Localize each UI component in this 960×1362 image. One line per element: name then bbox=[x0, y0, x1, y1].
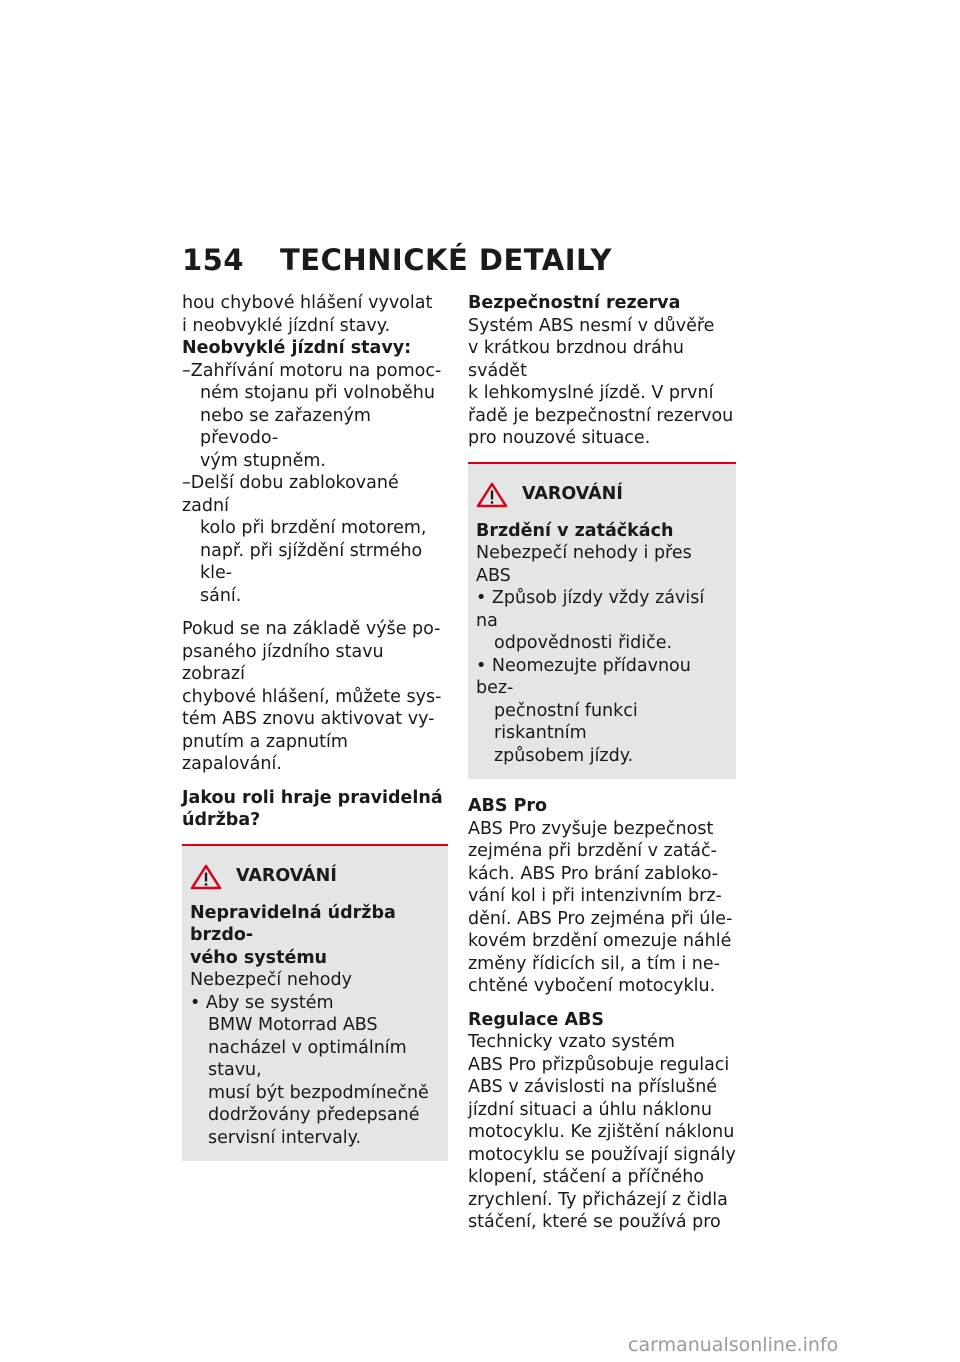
regulation-line: Technicky vzato systém bbox=[468, 1032, 675, 1052]
regulation-line: klopení, stáčení a příčného bbox=[468, 1167, 704, 1187]
dash-item bbox=[182, 360, 448, 473]
warning-triangle-icon bbox=[476, 482, 508, 508]
paragraph-line: Pokud se na základě výše po- bbox=[182, 619, 441, 639]
warning-label: VAROVÁNÍ bbox=[522, 484, 623, 505]
abs-pro-section bbox=[468, 795, 736, 998]
abs-pro-heading: ABS Pro bbox=[468, 796, 548, 816]
warning-bullet-line: • Neomezujte přídavnou bez- bbox=[476, 655, 691, 698]
dash-line: nebo se zařazeným převodo- bbox=[200, 405, 371, 448]
abs-pro-line: chtěné vybočení motocyklu. bbox=[468, 976, 716, 996]
warning-bullet-line: způsobem jízdy. bbox=[494, 745, 634, 766]
intro-line: hou chybové hlášení vyvolat bbox=[182, 293, 433, 313]
warning-danger: Nebezpečí nehody bbox=[190, 970, 352, 990]
paragraph-line: tém ABS znovu aktivovat vy- bbox=[182, 709, 435, 729]
reserve-line: řadě je bezpečnostní rezervou bbox=[468, 405, 734, 426]
regulation-section bbox=[468, 1009, 736, 1234]
paragraph-line: psaného jízdního stavu zobrazí bbox=[182, 641, 384, 684]
warning-heading: Nepravidelná údržba brzdo- bbox=[190, 902, 396, 945]
warning-bullet-line: dodržovány předepsané bbox=[208, 1105, 420, 1125]
warning-heading: vého systému bbox=[190, 947, 328, 968]
warning-bullet-line: musí být bezpodmínečně bbox=[208, 1082, 429, 1103]
regulation-heading: Regulace ABS bbox=[468, 1009, 604, 1030]
abs-pro-line: vání kol i při intenzivním brz- bbox=[468, 886, 722, 906]
warning-bullet-line: nacházel v optimálním stavu, bbox=[208, 1037, 407, 1080]
warning-box-cornering bbox=[468, 462, 736, 780]
paragraph-line: chybové hlášení, můžete sys- bbox=[182, 686, 442, 707]
dash-line: kolo při brzdění motorem, bbox=[200, 518, 427, 538]
watermark[interactable]: carmanualsonline.info bbox=[628, 1334, 839, 1356]
warning-bullet-line: servisní intervaly. bbox=[208, 1127, 362, 1148]
dash-line: např. při sjíždění strmého kle- bbox=[200, 540, 423, 583]
dash-line: ném stojanu při volnoběhu bbox=[200, 383, 435, 403]
regulation-line: motocyklu se používají signály bbox=[468, 1144, 736, 1165]
dash-line: –Delší dobu zablokované zadní bbox=[182, 473, 399, 516]
page-title: TECHNICKÉ DETAILY bbox=[280, 243, 612, 277]
warning-title bbox=[190, 864, 440, 890]
reserve-heading: Bezpečnostní rezerva bbox=[468, 293, 681, 313]
abs-pro-line: zejména při brzdění v zatáč- bbox=[468, 841, 717, 861]
reactivation-paragraph bbox=[182, 618, 448, 776]
paragraph-line: pnutím a zapnutím zapalování. bbox=[182, 731, 348, 774]
reserve-line: pro nouzové situace. bbox=[468, 428, 651, 448]
unusual-states-heading: Neobvyklé jízdní stavy: bbox=[182, 338, 412, 358]
dash-line: –Zahřívání motoru na pomoc- bbox=[182, 360, 442, 381]
dash-item bbox=[182, 472, 448, 607]
regulation-line: ABS v závislosti na příslušné bbox=[468, 1077, 718, 1097]
abs-pro-line: ABS Pro zvyšuje bezpečnost bbox=[468, 818, 714, 839]
regulation-line: motocyklu. Ke zjištění náklonu bbox=[468, 1122, 735, 1142]
dash-line: vým stupněm. bbox=[200, 450, 326, 471]
warning-title bbox=[476, 482, 728, 508]
abs-pro-line: kovém brzdění omezuje náhlé bbox=[468, 931, 732, 951]
page-number: 154 bbox=[182, 243, 245, 277]
regulation-line: stáčení, které se používá pro bbox=[468, 1212, 721, 1232]
abs-pro-line: kách. ABS Pro brání zabloko- bbox=[468, 863, 719, 884]
reserve-line: Systém ABS nesmí v důvěře bbox=[468, 315, 715, 336]
reserve-line: v krátkou brzdnou dráhu svádět bbox=[468, 338, 684, 381]
warning-bullet-line: • Aby se systém bbox=[190, 992, 334, 1013]
page-header bbox=[182, 243, 612, 277]
question-line: Jakou roli hraje pravidelná bbox=[182, 787, 443, 808]
abs-pro-line: dění. ABS Pro zejména při úle- bbox=[468, 908, 733, 929]
regulation-line: ABS Pro přizpůsobuje regulaci bbox=[468, 1054, 730, 1075]
maintenance-question bbox=[182, 787, 448, 832]
intro-line: i neobvyklé jízdní stavy. bbox=[182, 315, 391, 336]
regulation-line: jízdní situaci a úhlu náklonu bbox=[468, 1099, 712, 1120]
warning-triangle-icon bbox=[190, 864, 222, 890]
reserve-line: k lehkomyslné jízdě. V první bbox=[468, 383, 714, 403]
warning-danger: Nebezpečí nehody i přes ABS bbox=[476, 543, 692, 586]
warning-bullet-line: pečnostní funkci riskantním bbox=[494, 700, 638, 743]
dash-line: sání. bbox=[200, 585, 242, 606]
left-column bbox=[182, 292, 448, 1161]
question-line: údržba? bbox=[182, 810, 261, 830]
warning-label: VAROVÁNÍ bbox=[236, 866, 337, 887]
warning-bullet-line: • Způsob jízdy vždy závisí na bbox=[476, 588, 705, 631]
warning-bullet-line: odpovědnosti řidiče. bbox=[494, 633, 673, 653]
regulation-line: zrychlení. Ty přicházejí z čidla bbox=[468, 1189, 728, 1210]
warning-heading: Brzdění v zatáčkách bbox=[476, 520, 674, 541]
right-column bbox=[468, 292, 736, 1234]
abs-pro-line: změny řídicích sil, a tím i ne- bbox=[468, 953, 720, 974]
warning-box-maintenance bbox=[182, 844, 448, 1162]
warning-bullet-line: BMW Motorrad ABS bbox=[208, 1015, 378, 1035]
